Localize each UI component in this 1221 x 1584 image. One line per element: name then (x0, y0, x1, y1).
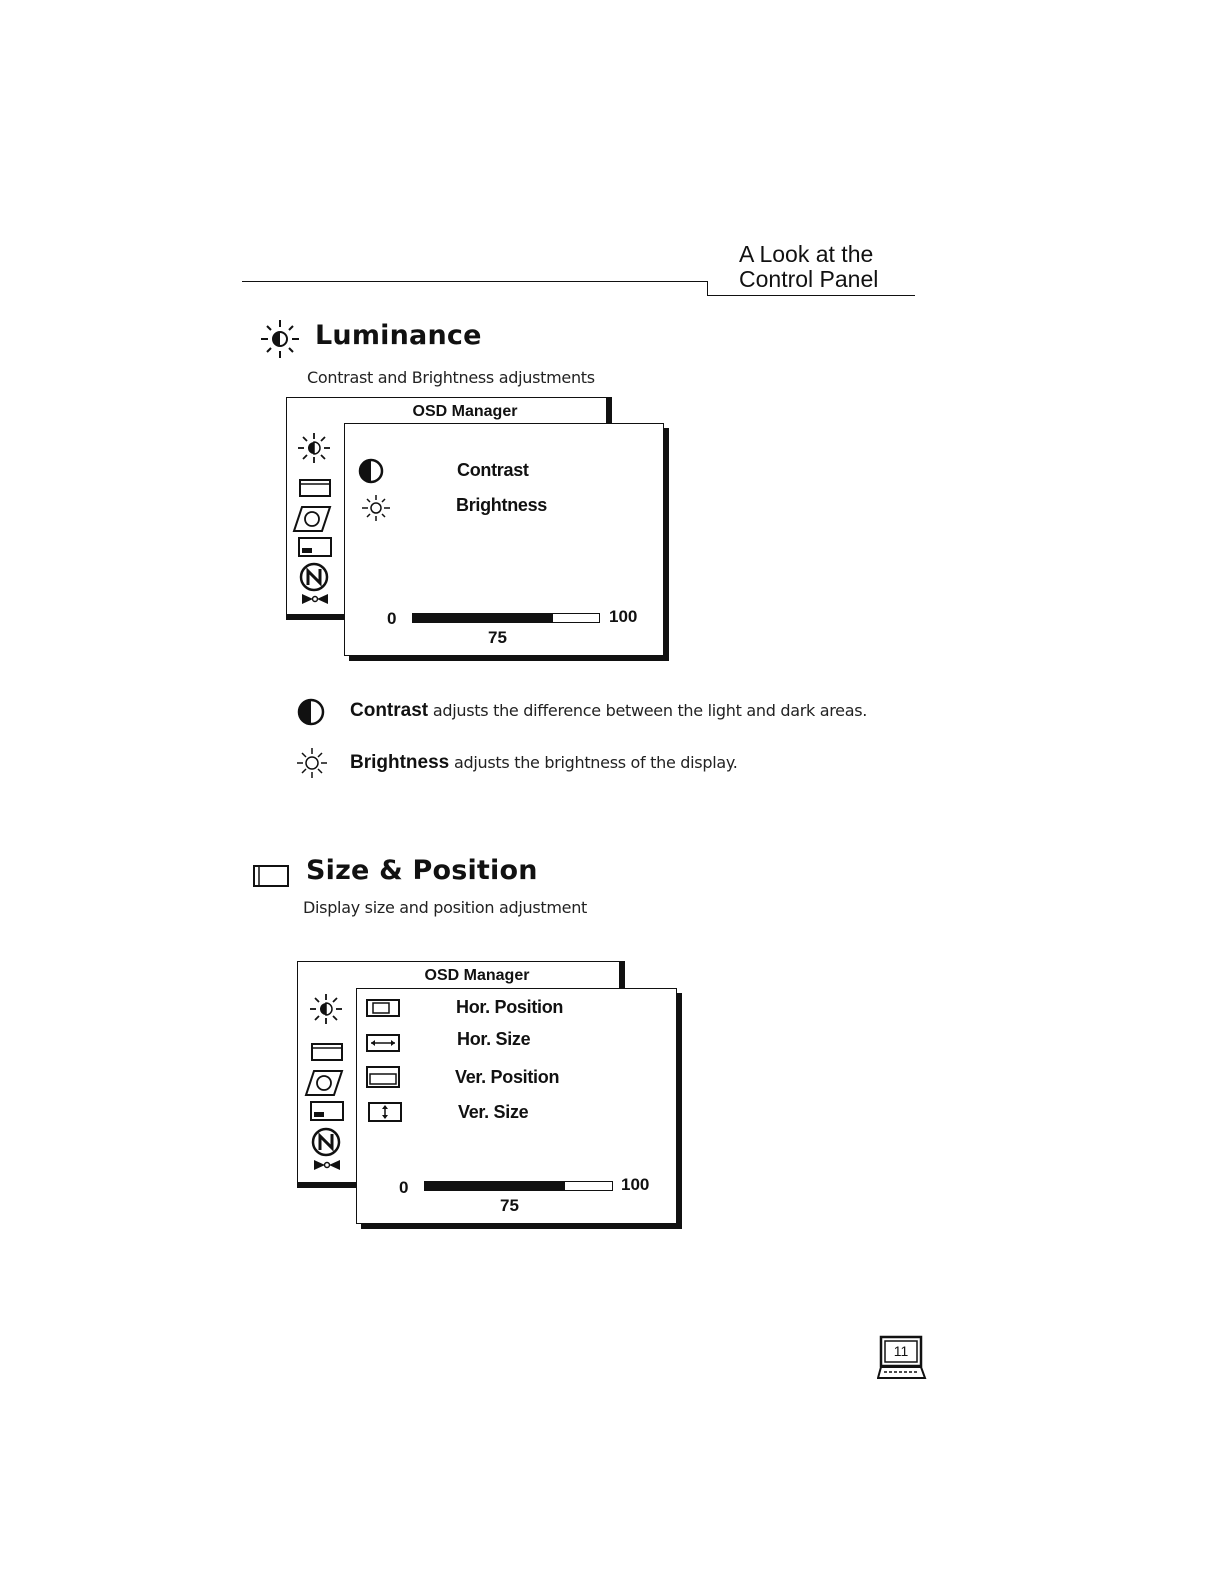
size-position-title: Size & Position (306, 855, 538, 886)
hor-position-icon (365, 998, 401, 1018)
ver-size-icon (367, 1101, 403, 1123)
slider-value-label-2: 75 (500, 1196, 519, 1215)
brightness-icon (360, 493, 392, 523)
header-title-line1: A Look at the (739, 241, 874, 267)
osd-item-hor-position[interactable]: Hor. Position (456, 997, 564, 1017)
menu-recall-icon-2[interactable] (309, 1127, 343, 1157)
menu-sun-icon[interactable] (296, 432, 332, 464)
contrast-term: Contrast (350, 700, 429, 721)
menu-recall-icon[interactable] (297, 562, 331, 592)
hor-size-icon (365, 1033, 401, 1053)
header-title (739, 242, 878, 292)
sun-icon (258, 318, 302, 360)
osd-item-ver-position[interactable]: Ver. Position (455, 1067, 560, 1087)
header-rule-tick (707, 281, 708, 296)
luminance-subtitle: Contrast and Brightness adjustments (307, 368, 595, 387)
slider-min-label-2: 0 (399, 1178, 409, 1197)
osd-item-contrast[interactable]: Contrast (457, 460, 529, 480)
size-position-slider[interactable] (424, 1181, 613, 1191)
slider-value-label: 75 (488, 628, 507, 647)
osd-item-ver-size[interactable]: Ver. Size (458, 1102, 529, 1122)
menu-geometry-icon[interactable] (292, 505, 332, 533)
menu-sun-icon-2[interactable] (308, 993, 344, 1025)
osd-back-shadow (286, 614, 346, 620)
osd-title: OSD Manager (412, 403, 518, 420)
osd-item-brightness[interactable]: Brightness (456, 495, 548, 515)
luminance-slider[interactable] (412, 613, 600, 623)
osd-item-hor-size[interactable]: Hor. Size (457, 1029, 531, 1049)
size-position-subtitle: Display size and position adjustment (303, 898, 588, 917)
menu-window-icon[interactable] (298, 478, 332, 498)
slider-fill-2 (425, 1182, 565, 1190)
brightness-text: adjusts the brightness of the display. (449, 753, 738, 772)
luminance-title: Luminance (315, 320, 482, 351)
menu-exit-icon-2[interactable] (312, 1158, 342, 1172)
window-icon (252, 864, 290, 888)
brightness-description (350, 752, 738, 774)
slider-fill (413, 614, 553, 622)
menu-exit-icon[interactable] (300, 592, 330, 606)
page-badge (877, 1335, 927, 1381)
slider-min-label: 0 (387, 609, 397, 628)
menu-geometry-icon-2[interactable] (304, 1069, 344, 1097)
osd-title-2: OSD Manager (424, 967, 530, 984)
brightness-desc-icon (296, 747, 328, 779)
contrast-icon (357, 458, 385, 484)
menu-level-icon-2[interactable] (309, 1100, 345, 1122)
slider-max-label: 100 (609, 607, 638, 626)
menu-level-icon[interactable] (297, 536, 333, 558)
header-title-line2: Control Panel (739, 266, 879, 292)
brightness-term: Brightness (350, 752, 450, 773)
menu-window-icon-2[interactable] (310, 1042, 344, 1062)
slider-max-label-2: 100 (621, 1175, 650, 1194)
contrast-desc-icon (296, 698, 326, 726)
ver-position-icon (365, 1065, 403, 1089)
contrast-description (350, 700, 867, 722)
page-number: 11 (893, 1343, 909, 1359)
osd-back-shadow-2 (297, 1182, 357, 1188)
header-rule-left (242, 281, 708, 282)
contrast-text: adjusts the difference between the light and dark areas. (428, 701, 868, 720)
header-rule-right (707, 295, 915, 296)
